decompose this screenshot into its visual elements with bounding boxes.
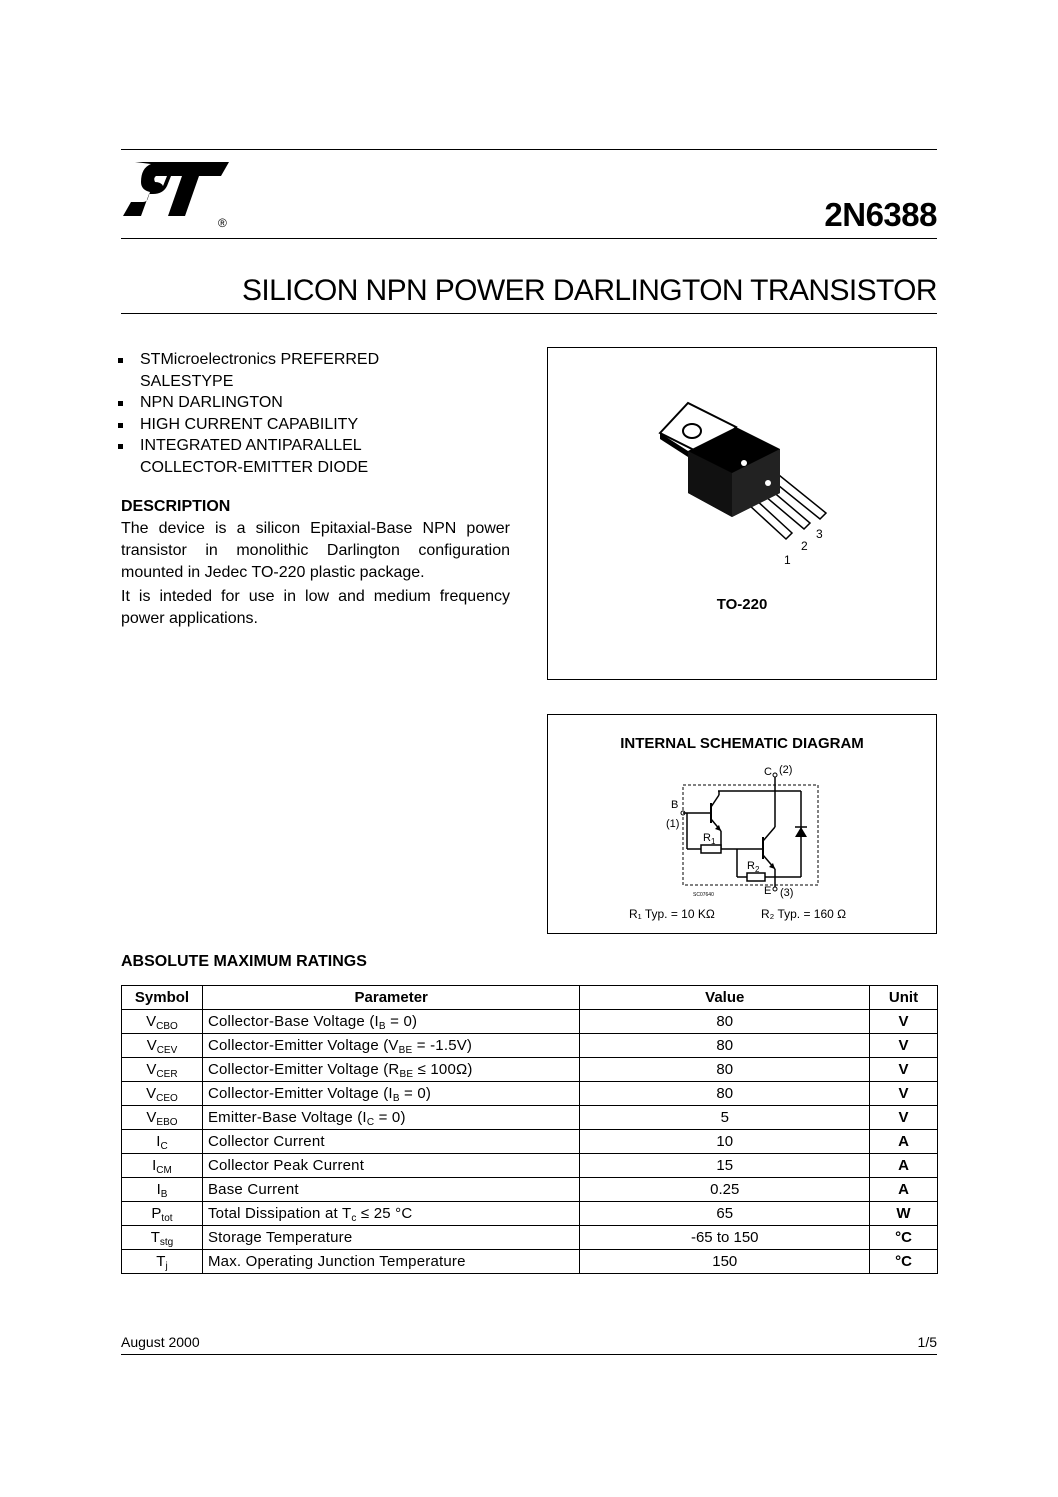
parameter-subscript: BE: [399, 1069, 414, 1080]
symbol-text: I: [156, 1133, 161, 1150]
unit-cell: A: [870, 1130, 938, 1154]
base-pin-label: (1): [666, 818, 680, 830]
r2-sub-label: 2: [755, 865, 760, 874]
parameter-tail: = 0): [374, 1109, 406, 1126]
parameter-text: Collector-Emitter Voltage (V: [207, 1037, 399, 1054]
drawing-code: SC07640: [693, 892, 714, 898]
st-logo-icon: [121, 160, 233, 232]
symbol-text: V: [146, 1085, 157, 1102]
table-row: [122, 1130, 938, 1154]
list-item: STMicroelectronics PREFERRED SALESTYPE: [118, 349, 410, 392]
r2-label: R: [747, 860, 755, 872]
to220-package-icon: [648, 393, 838, 573]
symbol-text: I: [156, 1181, 161, 1198]
parameter-text: Collector Peak Current: [207, 1157, 365, 1174]
unit-cell: °C: [870, 1226, 938, 1250]
footer-page-number: 1/5: [917, 1334, 937, 1350]
parameter-text: Collector Current: [207, 1133, 325, 1150]
schematic-box: [547, 714, 937, 934]
parameter-text: Storage Temperature: [207, 1229, 353, 1246]
schematic-title: INTERNAL SCHEMATIC DIAGRAM: [620, 735, 864, 752]
table-row: [122, 1082, 938, 1106]
footer-rule: [121, 1354, 937, 1355]
list-item: INTEGRATED ANTIPARALLEL COLLECTOR-EMITTER DIODE: [118, 435, 410, 478]
description-section: [121, 496, 510, 632]
symbol-subscript: CM: [156, 1165, 172, 1176]
unit-cell: °C: [870, 1250, 938, 1274]
symbol-subscript: CBO: [156, 1021, 178, 1032]
parameter-text: Collector-Emitter Voltage (I: [207, 1085, 393, 1102]
symbol-subscript: B: [160, 1189, 168, 1200]
value-cell: 80: [580, 1082, 870, 1106]
emitter-label: E: [764, 885, 772, 897]
table-row: [122, 1010, 938, 1034]
symbol-cell: [122, 1106, 203, 1130]
parameter-tail: ≤ 100Ω): [413, 1061, 473, 1078]
parameter-text: Total Dissipation at T: [207, 1205, 352, 1222]
parameter-text: Emitter-Base Voltage (I: [207, 1109, 367, 1126]
symbol-cell: [122, 1202, 203, 1226]
symbol-cell: [122, 1178, 203, 1202]
value-cell: 80: [580, 1058, 870, 1082]
symbol-cell: [122, 1130, 203, 1154]
parameter-cell: [202, 1178, 580, 1202]
symbol-cell: [122, 1058, 203, 1082]
list-item: NPN DARLINGTON: [118, 392, 518, 414]
package-box: [547, 347, 937, 680]
parameter-tail: = -1.5V): [412, 1037, 473, 1054]
symbol-cell: [122, 1082, 203, 1106]
symbol-subscript: CER: [156, 1069, 178, 1080]
header-symbol: Symbol: [122, 986, 203, 1010]
footer-date: August 2000: [121, 1334, 200, 1350]
symbol-subscript: CEV: [156, 1045, 178, 1056]
pin-label-1: 1: [784, 553, 791, 567]
symbol-cell: [122, 1010, 203, 1034]
table-row: [122, 1106, 938, 1130]
symbol-subscript: C: [160, 1141, 168, 1152]
value-cell: 0.25: [580, 1178, 870, 1202]
symbol-text: T: [150, 1229, 160, 1246]
list-item: HIGH CURRENT CAPABILITY: [118, 414, 518, 436]
st-logo: [121, 160, 233, 232]
page-title: SILICON NPN POWER DARLINGTON TRANSISTOR: [241, 274, 937, 307]
parameter-cell: [202, 1154, 580, 1178]
parameter-cell: [202, 1082, 580, 1106]
symbol-cell: [122, 1226, 203, 1250]
unit-cell: V: [870, 1082, 938, 1106]
parameter-subscript: c: [351, 1213, 357, 1224]
r1-label: R: [703, 832, 711, 844]
symbol-text: V: [146, 1037, 157, 1054]
parameter-cell: [202, 1226, 580, 1250]
symbol-subscript: j: [165, 1261, 168, 1272]
r1-sub-label: 1: [711, 837, 716, 846]
symbol-subscript: EBO: [156, 1117, 178, 1128]
parameter-tail: = 0): [399, 1085, 432, 1102]
parameter-subscript: C: [366, 1117, 375, 1128]
unit-cell: V: [870, 1034, 938, 1058]
symbol-subscript: CEO: [156, 1093, 178, 1104]
parameter-text: Base Current: [207, 1181, 299, 1198]
darlington-schematic-diagram: [663, 765, 833, 900]
table-row: [122, 1058, 938, 1082]
table-row: [122, 1202, 938, 1226]
value-cell: 150: [580, 1250, 870, 1274]
unit-cell: V: [870, 1106, 938, 1130]
parameter-cell: [202, 1202, 580, 1226]
parameter-cell: [202, 1106, 580, 1130]
description-heading: DESCRIPTION: [121, 498, 231, 515]
r1-typical-value: R₁ Typ. = 10 KΩ: [629, 907, 715, 921]
value-cell: 80: [580, 1010, 870, 1034]
header-rule: [121, 238, 937, 239]
unit-cell: A: [870, 1154, 938, 1178]
table-header-row: [122, 986, 938, 1010]
value-cell: 5: [580, 1106, 870, 1130]
value-cell: -65 to 150: [580, 1226, 870, 1250]
unit-cell: V: [870, 1010, 938, 1034]
symbol-cell: [122, 1154, 203, 1178]
parameter-tail: = 0): [385, 1013, 418, 1030]
value-cell: 80: [580, 1034, 870, 1058]
feature-list: [118, 349, 518, 478]
parameter-text: Collector-Emitter Voltage (R: [207, 1061, 400, 1078]
value-cell: 65: [580, 1202, 870, 1226]
table-row: [122, 1034, 938, 1058]
table-row: [122, 1250, 938, 1274]
symbol-text: P: [151, 1205, 162, 1222]
pin-label-2: 2: [801, 539, 808, 553]
pin-label-3: 3: [816, 527, 823, 541]
ratings-table: [121, 985, 938, 1274]
parameter-text: Max. Operating Junction Temperature: [207, 1253, 466, 1270]
symbol-text: I: [152, 1157, 157, 1174]
base-label: B: [671, 799, 679, 811]
title-rule: [121, 313, 937, 314]
parameter-subscript: B: [392, 1093, 400, 1104]
header-parameter: Parameter: [202, 986, 580, 1010]
parameter-tail: ≤ 25 °C: [356, 1205, 413, 1222]
symbol-subscript: tot: [161, 1213, 173, 1224]
symbol-cell: [122, 1034, 203, 1058]
unit-cell: W: [870, 1202, 938, 1226]
collector-label: C: [764, 766, 772, 778]
table-row: [122, 1154, 938, 1178]
collector-pin-label: (2): [779, 765, 793, 776]
r2-typical-value: R₂ Typ. = 160 Ω: [761, 907, 847, 921]
top-rule: [121, 149, 937, 150]
unit-cell: V: [870, 1058, 938, 1082]
description-paragraph: The device is a silicon Epitaxial-Base NPN power transistor in monolithic Darlington configuration mounted in Jedec TO-220 plastic package.: [121, 520, 510, 581]
table-row: [122, 1178, 938, 1202]
package-label: TO-220: [716, 596, 768, 613]
symbol-cell: [122, 1250, 203, 1274]
parameter-cell: [202, 1058, 580, 1082]
parameter-cell: [202, 1250, 580, 1274]
parameter-text: Collector-Base Voltage (I: [207, 1013, 379, 1030]
table-row: [122, 1226, 938, 1250]
ratings-title: ABSOLUTE MAXIMUM RATINGS: [121, 953, 367, 970]
description-paragraph: It is inteded for use in low and medium frequency power applications.: [121, 588, 510, 627]
emitter-pin-label: (3): [780, 887, 794, 899]
registered-mark: ®: [218, 216, 227, 230]
ratings-body: [122, 1010, 938, 1274]
parameter-cell: [202, 1034, 580, 1058]
symbol-text: T: [156, 1253, 166, 1270]
value-cell: 15: [580, 1154, 870, 1178]
parameter-subscript: B: [378, 1021, 386, 1032]
parameter-cell: [202, 1130, 580, 1154]
symbol-text: V: [146, 1109, 157, 1126]
symbol-text: V: [146, 1061, 157, 1078]
unit-cell: A: [870, 1178, 938, 1202]
value-cell: 10: [580, 1130, 870, 1154]
header-unit: Unit: [870, 986, 938, 1010]
symbol-text: V: [146, 1013, 157, 1030]
parameter-cell: [202, 1010, 580, 1034]
part-number: 2N6388: [824, 196, 937, 233]
parameter-subscript: BE: [398, 1045, 413, 1056]
header-value: Value: [580, 986, 870, 1010]
symbol-subscript: stg: [159, 1237, 174, 1248]
